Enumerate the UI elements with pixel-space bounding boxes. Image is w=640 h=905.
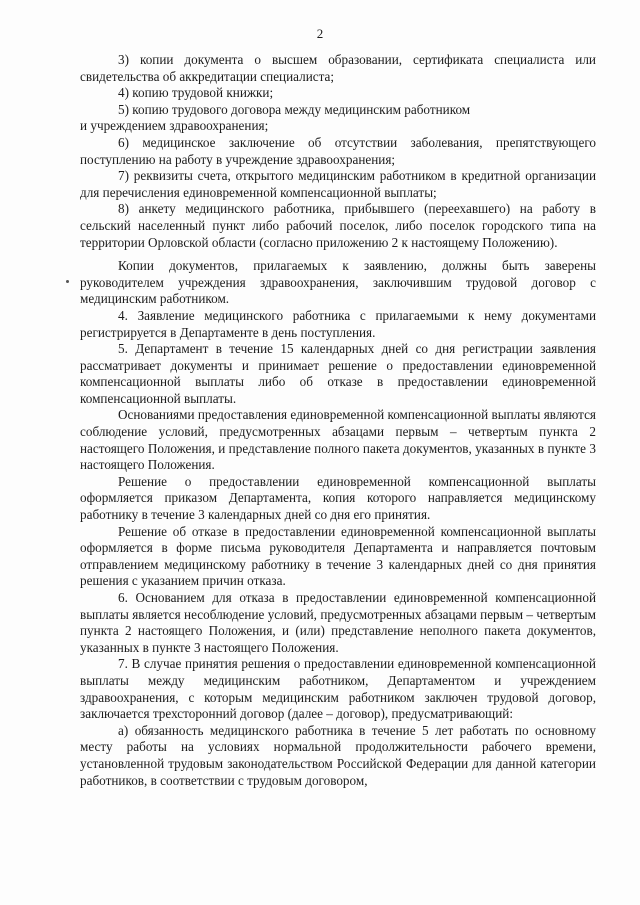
paragraph-item-5: 5) копию трудового договора между медицинским работником <box>118 101 471 117</box>
page-number: 2 <box>316 26 324 41</box>
paragraph-item-6: 6) медицинское заключение об отсутствии заболевания, препятствующего поступлению на работу в учреждение здравоохранения; <box>80 134 596 167</box>
scan-dot-mark <box>66 280 69 283</box>
paragraph-section-7: 7. В случае принятия решения о предоставлении единовременной компенсационной выплаты между медицинским работником, Департаментом и учреждением здравоохранения, с которым медицинским работником заключен трудовой договор, заключается трехсторонний договор (далее – договор), предусматривающий: <box>80 656 596 722</box>
document-body <box>80 52 596 789</box>
paragraph-item-7: 7) реквизиты счета, открытого медицинским работником в кредитной организации для перечисления единовременной компенсационной выплаты; <box>80 168 596 200</box>
paragraph-item-8: 8) анкету медицинского работника, прибывшего (переехавшего) на работу в сельский населенный пункт либо рабочий поселок, либо поселок городского типа на территории Орловской области (согласно приложению 2 к настоящему Положению). <box>80 201 596 250</box>
paragraph-decision-grant: Решение о предоставлении единовременной компенсационной выплаты оформляется приказом Департамента, копия которого направляется медицинскому работнику в течение 3 календарных дней со дня его принятия. <box>80 473 596 523</box>
paragraph-item-4: 4) копию трудовой книжки; <box>118 85 274 101</box>
paragraph-grounds-for-payment: Основаниями предоставления единовременной компенсационной выплаты являются соблюдение условий, предусмотренных абзацами первым – четвертым пункта 2 настоящего Положения, и представление полного пакета документов, указанных в пункте 3 настоящего Положения. <box>80 407 596 473</box>
paragraph-decision-refusal: Решение об отказе в предоставлении единовременной компенсационной выплаты оформляется в форме письма руководителя Департамента и направляется почтовым отправлением медицинскому работнику в течение 3 календарных дней со дня принятия решения с указанием причин отказа. <box>80 523 596 589</box>
paragraph-copies-certification: Копии документов, прилагаемых к заявлению, должны быть заверены руководителем учреждения здравоохранения, заключившим трудовой договор с медицинским работником. <box>80 258 596 307</box>
paragraph-section-5: 5. Департамент в течение 15 календарных дней со дня регистрации заявления рассматривает документы и принимает решение о предоставлении единовременной компенсационной выплаты либо об отказе в предоставлении единовременной компенсационной выплаты. <box>80 341 596 406</box>
paragraph-item-5-continuation: и учреждением здравоохранения; <box>80 118 269 134</box>
paragraph-item-3: 3) копии документа о высшем образовании, сертификата специалиста или свидетельства об аккредитации специалиста; <box>80 52 596 84</box>
paragraph-section-6: 6. Основанием для отказа в предоставлении единовременной компенсационной выплаты является несоблюдение условий, предусмотренных абзацами первым – четвертым пункта 2 настоящего Положения, и (или) представление неполного пакета документов, указанных в пункте 3 настоящего Положения. <box>80 590 596 655</box>
paragraph-section-7-item-a: а) обязанность медицинского работника в течение 5 лет работать по основному месту работы на условиях нормальной продолжительности рабочего времени, установленной трудовым законодательством Российской Федерации для данной категории работников, в соответствии с трудовым договором, <box>80 722 596 788</box>
paragraph-section-4: 4. Заявление медицинского работника с прилагаемыми к нему документами регистрируется в Департаменте в день поступления. <box>80 307 596 340</box>
